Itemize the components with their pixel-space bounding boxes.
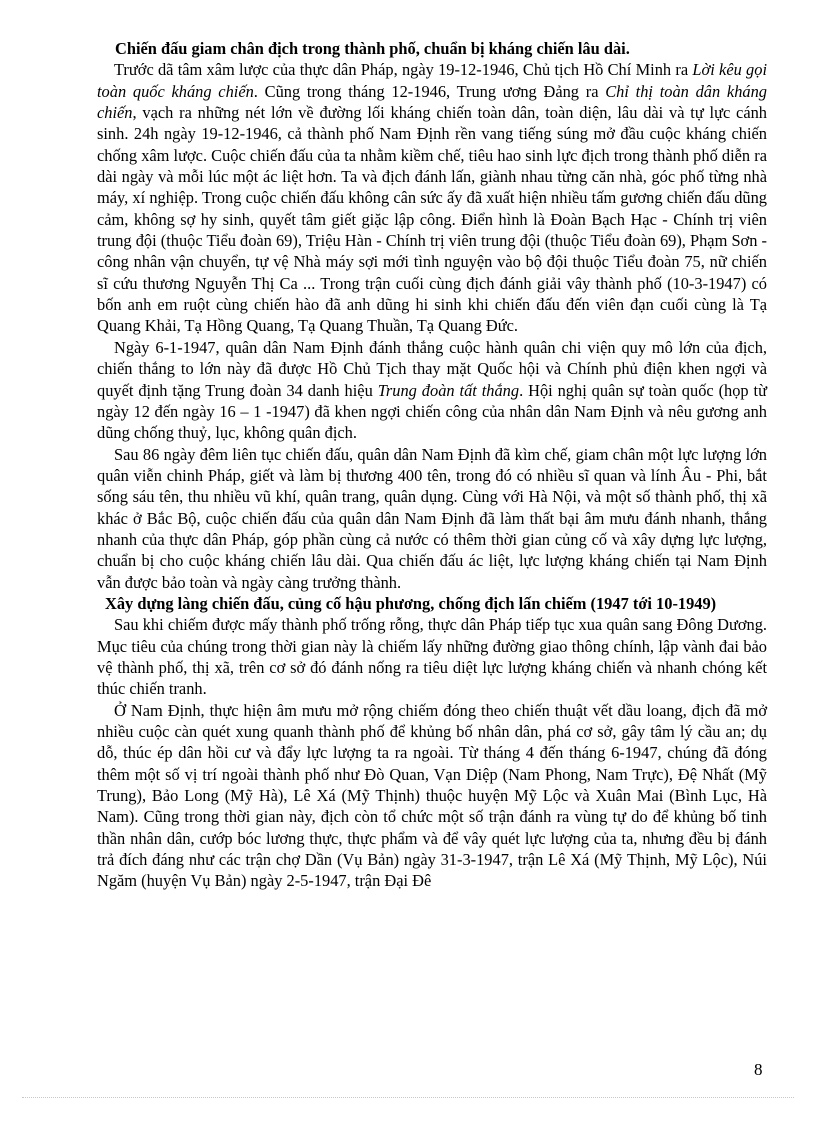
paragraph-1-italic-d: Chỉ thị toàn dân kháng chiến <box>97 81 767 123</box>
paragraph-1-text-e: , vạch ra những nét lớn về đường lối kháng chiến toàn dân, toàn diện, lâu dài và tự lực cánh sinh. 24h ngày 19-12-1946, cả thành phố Nam Định rền vang tiếng súng mở đầu cuộc kháng chiến chống xâm lược. Cuộc chiến đấu của ta nhằm kiềm chế, tiêu hao sinh lực địch trong thành phố diễn ra dài ngày và mỗi lúc một ác liệt hơn. Ta và địch đánh lấn, giành nhau từng căn nhà, góc phố từng nhà máy, xí nghiệp. Trong cuộc chiến đấu không cân sức ấy đã xuất hiện nhiều tấm gương chiến đấu dũng cảm, không sợ hy sinh, quyết tâm giết giặc lập công. Điển hình là Đoàn Bạch Hạc - Chính trị viên trung đội (thuộc Tiểu đoàn 69), Triệu Hàn - Chính trị viên trung đội (thuộc Tiểu đoàn 69), Phạm Sơn - công nhân vận chuyển, tự vệ Nhà máy sợi mới tình nguyện vào bộ đội thuộc Tiểu đoàn 75, nữ chiến sĩ cứu thương Nguyễn Thị Ca ... Trong trận cuối cùng địch đánh giải vây thành phố (10-3-1947) có bốn anh em ruột cùng chiến hào đã anh dũng hi sinh khi chiến đấu đến viên đạn cuối cùng là Tạ Quang Khải, Tạ Hồng Quang, Tạ Quang Thuần, Tạ Quang Đức. <box>97 103 767 336</box>
paragraph-1 <box>97 59 767 336</box>
paragraph-1-text-c: . Cũng trong tháng 12-1946, Trung ương Đảng ra <box>253 81 606 101</box>
paragraph-2-text-a: Ngày 6-1-1947, quân dân Nam Định đánh thắng cuộc hành quân chi viện quy mô lớn của địch, chiến thắng to lớn này đã được Hồ Chủ Tịch thay mặt Quốc hội và Chính phủ điện khen ngợi và quyết định tặng Trung đoàn 34 danh hiệu <box>97 337 767 400</box>
paragraph-3: Sau 86 ngày đêm liên tục chiến đấu, quân dân Nam Định đã kìm chế, giam chân một lực lượng lớn quân viễn chinh Pháp, giết và làm bị thương 400 tên, trong đó có nhiều sĩ quan và lính Âu - Phi, bắt sống sáu tên, thu nhiều vũ khí, quân trang, quân dụng. Cùng với Hà Nội, và một số thành phố, thị xã khác ở Bắc Bộ, cuộc chiến đấu của quân dân Nam Định đã làm thất bại âm mưu đánh nhanh, thắng nhanh của thực dân Pháp, góp phần cùng cả nước có thêm thời gian củng cố và xây dựng lực lượng, chuẩn bị cho cuộc kháng chiến lâu dài. Qua chiến đấu ác liệt, lực lượng kháng chiến tại Nam Định vẫn được bảo toàn và ngày càng trưởng thành. <box>97 444 767 592</box>
page-number: 8 <box>754 1060 763 1079</box>
document-body <box>97 38 767 892</box>
paragraph-5: Ở Nam Định, thực hiện âm mưu mở rộng chiếm đóng theo chiến thuật vết dầu loang, địch đã mở nhiều cuộc càn quét xung quanh thành phố để khủng bố nhân dân, phá cơ sở, gây tâm lý cầu an; dụ dỗ, thúc ép dân hồi cư và đẩy lực lượng ta ra ngoài. Từ tháng 4 đến tháng 6-1947, chúng đã đóng thêm một số vị trí ngoài thành phố như Đò Quan, Vạn Diệp (Nam Phong, Nam Trực), Đệ Nhất (Mỹ Trung), Bảo Long (Mỹ Hà), Lê Xá (Mỹ Thịnh) thuộc huyện Mỹ Lộc và Xuân Mai (Bình Lục, Hà Nam). Cũng trong thời gian này, địch còn tổ chức một số trận đánh ra vùng tự do để khủng bố tinh thần nhân dân, cướp bóc lương thực, thực phẩm và để vây quét lực lượng của ta, nhưng đều bị đánh trả đích đáng như các trận chợ Dần (Vụ Bản) ngày 31-3-1947, trận Lê Xá (Mỹ Thịnh, Mỹ Lộc), Núi Ngăm (huyện Vụ Bản) ngày 2-5-1947, trận Đại Đê <box>97 700 767 891</box>
paragraph-2 <box>97 337 767 444</box>
page-bottom-divider <box>22 1097 794 1098</box>
paragraph-2-italic-b: Trung đoàn tất thắng <box>377 380 520 400</box>
paragraph-1-text-a: Trước dã tâm xâm lược của thực dân Pháp, ngày 19-12-1946, Chủ tịch Hồ Chí Minh ra <box>114 60 693 80</box>
section-heading-1: Chiến đấu giam chân địch trong thành phố, chuẩn bị kháng chiến lâu dài. <box>115 39 630 58</box>
paragraph-1-italic-b: Lời kêu gọi toàn quốc kháng chiến <box>97 60 767 101</box>
paragraph-4: Sau khi chiếm được mấy thành phố trống rỗng, thực dân Pháp tiếp tục xua quân sang Đông Dương. Mục tiêu của chúng trong thời gian này là chiếm lấy những đường giao thông chính, lập vành đai bảo vệ thành phố, thị xã, trên cơ sở đó đánh nống ra tiêu diệt lực lượng kháng chiến và nhanh chóng kết thúc chiến tranh. <box>97 615 767 699</box>
paragraph-2-text-c: . Hội nghị quân sự toàn quốc (họp từ ngày 12 đến ngày 16 – 1 -1947) đã khen ngợi chiến công của nhân dân Nam Định và nêu gương anh dũng chống thuỷ, lục, không quân địch. <box>97 380 767 443</box>
section-heading-2: Xây dựng làng chiến đấu, củng cố hậu phương, chống địch lấn chiếm (1947 tới 10-1949) <box>105 593 717 613</box>
